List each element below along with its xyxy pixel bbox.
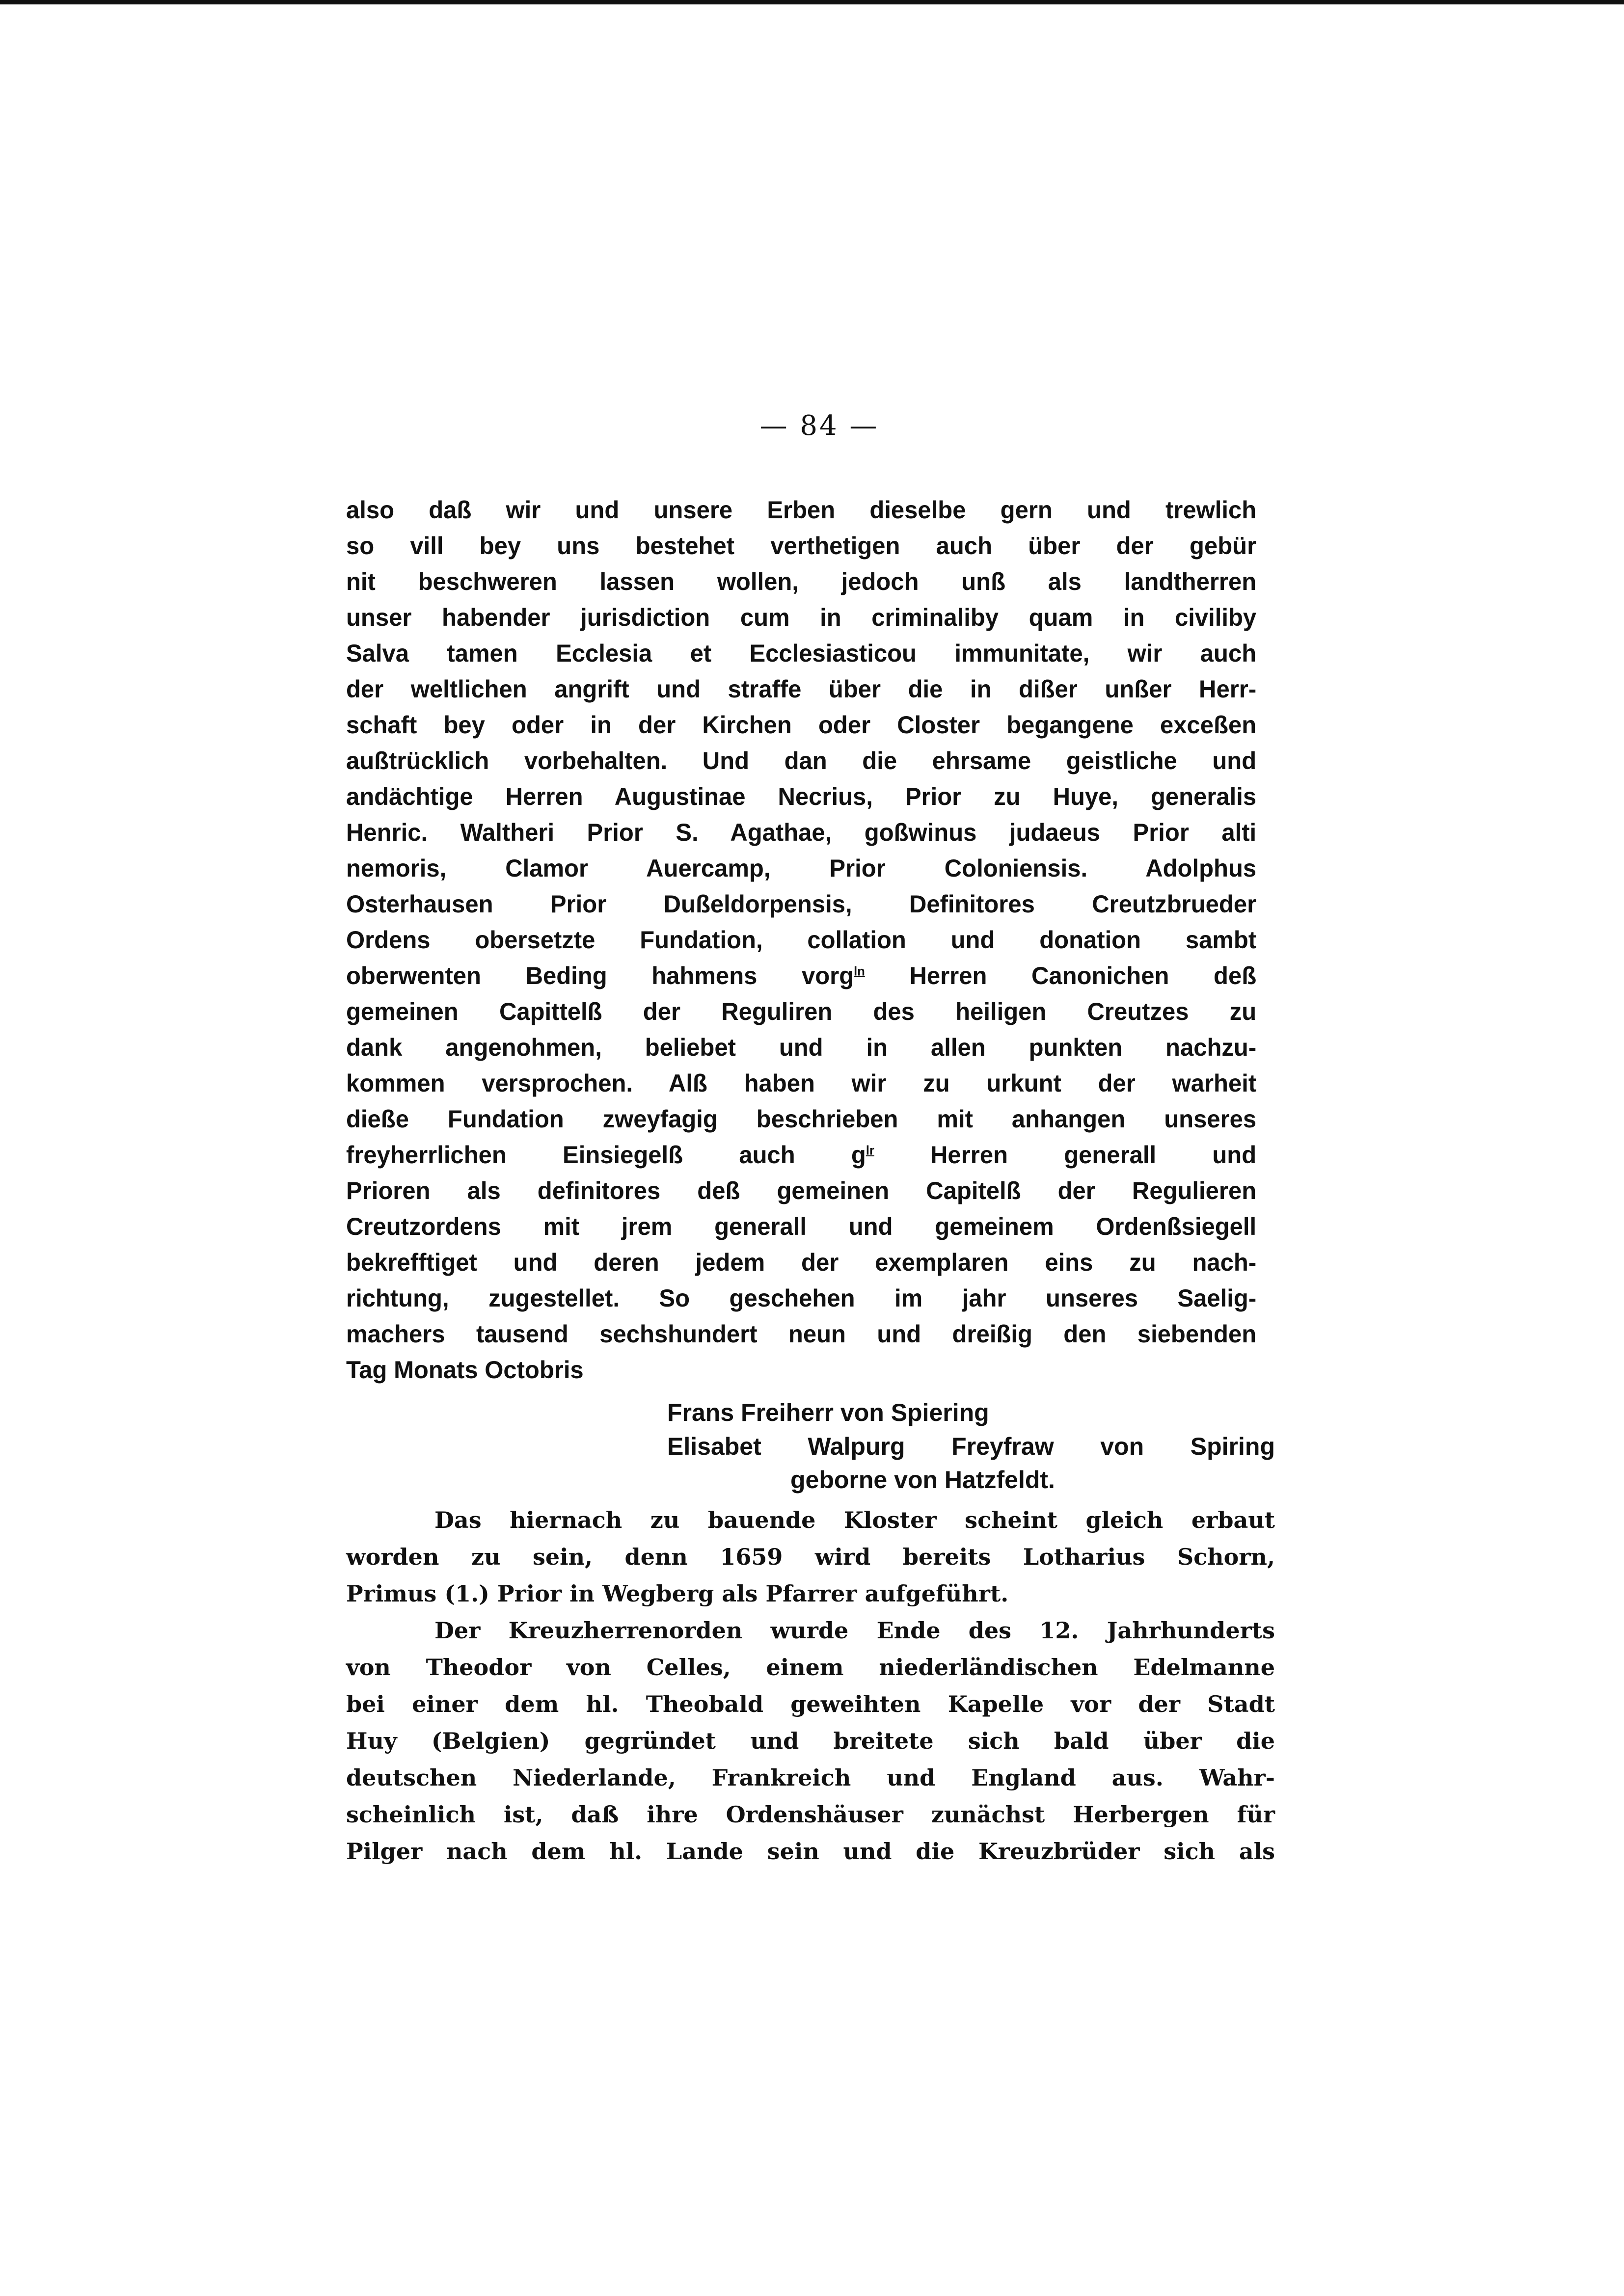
text-line: Pilger nach dem hl. Lande sein und die Kreuzbrüder sich als <box>346 1838 1275 1865</box>
text-line: schaft bey oder in der Kirchen oder Closter begangene exceßen <box>346 711 1257 739</box>
text-line: Henric. Waltheri Prior S. Agathae, goßwinus judaeus Prior alti <box>346 819 1257 846</box>
text-line: der weltlichen angrift und straffe über die in dißer unßer Herr- <box>346 675 1257 703</box>
text-line <box>346 958 1256 994</box>
text-line: Osterhausen Prior Dußeldorpensis, Definitores Creutzbrueder <box>346 890 1257 918</box>
text-segment: Herren generall und <box>874 1141 1257 1169</box>
text-line: dank angenohmen, beliebet und in allen punkten nachzu- <box>346 1034 1257 1061</box>
text-segment: freyherrlichen Einsiegelß auch g <box>346 1141 866 1169</box>
text-line: richtung, zugestellet. So geschehen im jahr unseres Saelig- <box>346 1284 1257 1312</box>
text-line: Der Kreuzherrenorden wurde Ende des 12. Jahrhunderts <box>434 1617 1275 1644</box>
text-line: Salva tamen Ecclesia et Ecclesiasticou immunitate, wir auch <box>346 640 1257 667</box>
text-line: gemeinen Capittelß der Reguliren des heiligen Creutzes zu <box>346 998 1257 1025</box>
text-line: andächtige Herren Augustinae Necrius, Prior zu Huye, generalis <box>346 783 1257 810</box>
text-line: machers tausend sechshundert neun und dreißig den siebenden <box>346 1320 1257 1348</box>
text-line: bei einer dem hl. Theobald geweihten Kapelle vor der Stadt <box>346 1691 1275 1717</box>
text-line: nit beschweren lassen wollen, jedoch unß als landtherren <box>346 568 1257 595</box>
text-line: scheinlich ist, daß ihre Ordenshäuser zunächst Herbergen für <box>346 1801 1275 1828</box>
text-segment: Herren Canonichen deß <box>865 962 1257 989</box>
text-line: Prioren als definitores deß gemeinen Capitelß der Regulieren <box>346 1177 1257 1204</box>
text-line: Tag Monats Octobris <box>346 1356 584 1384</box>
charter-quotation <box>346 492 1256 1388</box>
signature-line: Elisabet Walpurg Freyfraw von Spiring <box>667 1433 1275 1460</box>
text-segment: oberwenten Beding hahmens vorg <box>346 962 854 989</box>
text-line: Das hiernach zu bauende Kloster scheint gleich erbaut <box>434 1507 1275 1533</box>
text-line: deutschen Niederlande, Frankreich und England aus. Wahr- <box>346 1764 1275 1791</box>
text-line: kommen versprochen. Alß haben wir zu urkunt der warheit <box>346 1069 1257 1097</box>
text-line: Creutzordens mit jrem generall und gemeinem Ordenßsiegell <box>346 1213 1257 1240</box>
body-paragraphs <box>346 1502 1275 1870</box>
text-line: Ordens obersetzte Fundation, collation und donation sambt <box>346 926 1257 954</box>
text-line: dieße Fundation zweyfagig beschrieben mit anhangen unseres <box>346 1105 1257 1133</box>
text-line: bekrefftiget und deren jedem der exemplaren eins zu nach- <box>346 1249 1257 1276</box>
page-number: — 84 — <box>759 410 879 442</box>
text-line: von Theodor von Celles, einem niederländischen Edelmanne <box>346 1654 1275 1681</box>
text-line: Primus (1.) Prior in Wegberg als Pfarrer aufgeführt. <box>346 1580 1009 1607</box>
abbreviation-superscript: ln <box>854 963 865 979</box>
text-line: also daß wir und unsere Erben dieselbe gern und trewlich <box>346 496 1257 524</box>
text-line: Huy (Belgien) gegründet und breitete sich bald über die <box>346 1728 1275 1754</box>
text-line <box>346 1137 1256 1173</box>
signature-line: Frans Freiherr von Spiering <box>667 1399 989 1426</box>
text-line: so vill bey uns bestehet verthetigen auch über der gebür <box>346 532 1257 560</box>
text-line: außtrücklich vorbehalten. Und dan die ehrsame geistliche und <box>346 747 1257 774</box>
abbreviation-superscript: lr <box>866 1143 874 1158</box>
text-line: unser habender jurisdiction cum in criminaliby quam in civiliby <box>346 604 1257 631</box>
text-line: nemoris, Clamor Auercamp, Prior Coloniensis. Adolphus <box>346 854 1257 882</box>
signature-line: geborne von Hatzfeldt. <box>790 1466 1055 1494</box>
text-line: worden zu sein, denn 1659 wird bereits Lotharius Schorn, <box>346 1544 1275 1570</box>
scan-top-border <box>0 0 1624 4</box>
